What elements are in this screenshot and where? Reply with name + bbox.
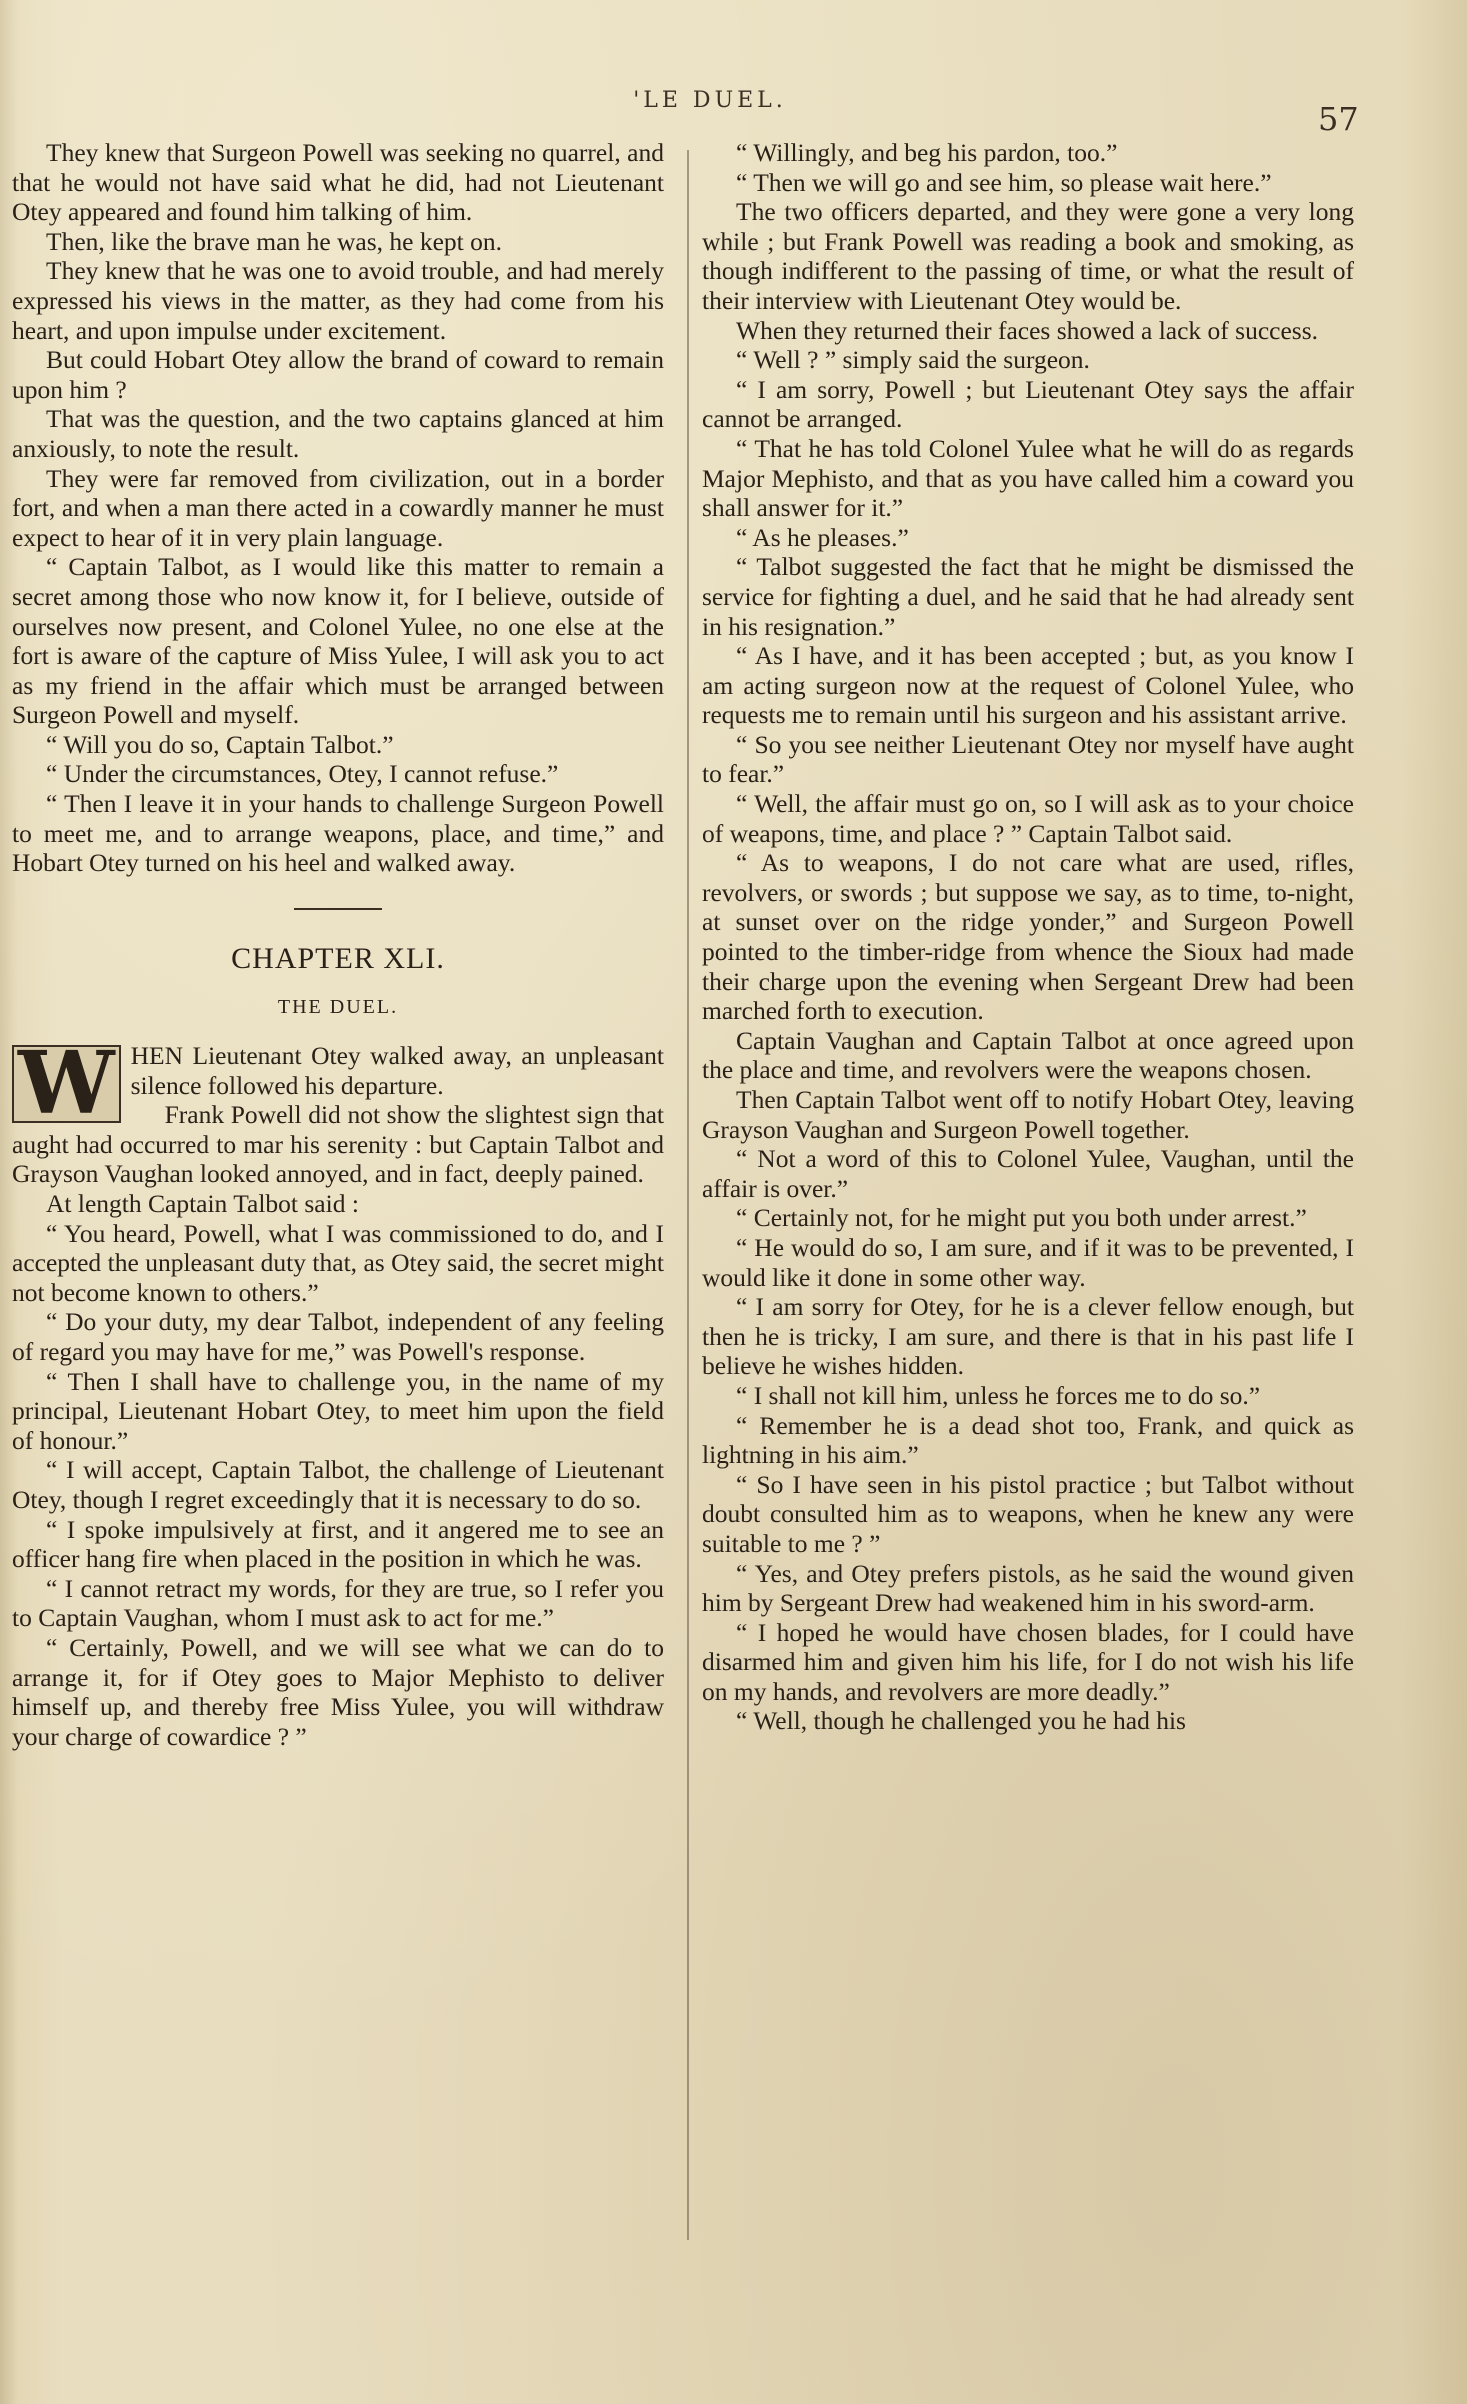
paragraph: “ I am sorry for Otey, for he is a clever fellow enough, but then he is tricky, I am sure, and there is that in his past life I believe he wishes hidden. [702, 1292, 1354, 1381]
opening-paragraph [12, 1033, 664, 1135]
running-title: 'LE DUEL. [633, 88, 787, 113]
paragraph: Then, like the brave man he was, he kept on. [46, 226, 503, 256]
paragraph: “ I spoke impulsively at first, and it angered me to see an officer hang fire when placed in the position in which he was. [12, 1514, 664, 1574]
paragraph: “ I hoped he would have chosen blades, for I could have disarmed him and given him his life, for I do not wish his life on my hands, and revolvers are more deadly.” [702, 1617, 1354, 1706]
paragraph: “ He would do so, I am sure, and if it was to be prevented, I would like it done in some other way. [702, 1232, 1354, 1292]
paragraph: Frank Powell did not show the slightest sign that aught had occurred to mar his serenity : but Captain Talbot and Grayson Vaughan looked annoyed, and in fact, deeply pained. [12, 1100, 664, 1189]
paragraph: “ Remember he is a dead shot too, Frank, and quick as lightning in his aim.” [702, 1410, 1354, 1470]
paragraph: “ I shall not kill him, unless he forces me to do so.” [736, 1380, 1261, 1410]
paragraph: “ Then I leave it in your hands to challenge Surgeon Powell to meet me, and to arrange weapons, place, and time,” and Hobart Otey turned on his heel and walked away. [12, 789, 664, 878]
paragraph: “ I will accept, Captain Talbot, the challenge of Lieutenant Otey, though I regret exceedingly that it is necessary to do so. [12, 1455, 664, 1514]
paragraph: They knew that Surgeon Powell was seeking no quarrel, and that he would not have said what he did, had not Lieutenant Otey appeared and found him talking of him. [12, 138, 664, 227]
right-column [702, 138, 1354, 1736]
page-number: 57 [1318, 100, 1359, 138]
paragraph: The two officers departed, and they were gone a very long while ; but Frank Powell was reading a book and smoking, as though indifferent to the passing of time, or what the result of their interview with Lieutenant Otey would be. [702, 197, 1354, 315]
paragraph: They were far removed from civilization, out in a border fort, and when a man there acted in a cowardly manner he must expect to hear of it in very plain language. [12, 463, 664, 552]
paragraph: “ So you see neither Lieutenant Otey nor myself have aught to fear.” [702, 729, 1354, 789]
paragraph: “ Talbot suggested the fact that he might be dismissed the service for fighting a duel, and he said that he had already sent in his resignation.” [702, 552, 1354, 641]
paragraph: “ Then we will go and see him, so please wait here.” [736, 167, 1272, 197]
paragraph: When they returned their faces showed a lack of success. [736, 315, 1319, 345]
opening-paragraph-text: HEN Lieutenant Otey walked away, an unpleasant silence followed his departure. [130, 1041, 664, 1100]
paragraph: “ Not a word of this to Colonel Yulee, Vaughan, until the affair is over.” [702, 1144, 1354, 1203]
paragraph: “ Willingly, and beg his pardon, too.” [736, 138, 1118, 167]
paragraph: “ Will you do so, Captain Talbot.” [46, 729, 394, 759]
paragraph: That was the question, and the two captains glanced at him anxiously, to note the result. [12, 404, 664, 463]
section-rule [294, 908, 382, 910]
paragraph: “ I cannot retract my words, for they are true, so I refer you to Captain Vaughan, whom I must ask to act for me.” [12, 1573, 664, 1633]
paragraph: They knew that he was one to avoid trouble, and had merely expressed his views in the matter, as they had come from his heart, and upon impulse under excitement. [12, 256, 664, 345]
paragraph: “ Well, though he challenged you he had his [736, 1706, 1186, 1736]
drop-cap-letter: W [12, 1045, 121, 1123]
paragraph: “ You heard, Powell, what I was commissioned to do, and I accepted the unpleasant duty that, as Otey said, the secret might not become known to others.” [12, 1218, 664, 1307]
paragraph: “ Captain Talbot, as I would like this matter to remain a secret among those who now know it, for I believe, outside of ourselves now present, and Colonel Yulee, no one else at the fort is aware of the capture of Miss Yulee, I will ask you to act as my friend in the affair which must be arranged between Surgeon Powell and myself. [12, 552, 664, 730]
paragraph: “ As to weapons, I do not care what are used, rifles, revolvers, or swords ; but suppose we say, as to time, to-night, at sunset over on the ridge yonder,” and Surgeon Powell pointed to the timber-ridge from whence the Sioux had made their charge upon the evening when Sergeant Drew had been marched forth to execution. [702, 848, 1354, 1026]
column-divider [687, 150, 689, 2240]
left-column [12, 138, 664, 1751]
paragraph: “ So I have seen in his pistol practice ; but Talbot without doubt consulted him as to weapons, when he knew any were suitable to me ? ” [702, 1469, 1354, 1558]
paragraph: “ Under the circumstances, Otey, I cannot refuse.” [46, 759, 559, 789]
paragraph: “ Well ? ” simply said the surgeon. [736, 345, 1090, 375]
paragraph: “ Do your duty, my dear Talbot, independent of any feeling of regard you may have for me,” was Powell's response. [12, 1307, 664, 1366]
paragraph: “ That he has told Colonel Yulee what he will do as regards Major Mephisto, and that as you have called him a coward you shall answer for it.” [702, 433, 1354, 523]
paragraph: Captain Vaughan and Captain Talbot at once agreed upon the place and time, and revolvers were the weapons chosen. [702, 1025, 1354, 1085]
paragraph: “ Certainly not, for he might put you both under arrest.” [736, 1203, 1307, 1233]
paragraph: Then Captain Talbot went off to notify Hobart Otey, leaving Grayson Vaughan and Surgeon Powell together. [702, 1085, 1354, 1144]
paragraph: “ As I have, and it has been accepted ; but, as you know I am acting surgeon now at the request of Colonel Yulee, who requests me to remain until his surgeon and his assistant arrive. [702, 641, 1354, 730]
paragraph: “ Then I shall have to challenge you, in the name of my principal, Lieutenant Hobart Otey, to meet him upon the field of honour.” [12, 1366, 664, 1455]
paragraph: “ Certainly, Powell, and we will see what we can do to arrange it, for if Otey goes to Major Mephisto to deliver himself up, and thereby free Miss Yulee, you will withdraw your charge of cowardice ? ” [12, 1632, 664, 1751]
chapter-subtitle: THE DUEL. [277, 996, 399, 1019]
paragraph: “ Yes, and Otey prefers pistols, as he said the wound given him by Sergeant Drew had weakened him in his sword-arm. [702, 1558, 1354, 1618]
paragraph: “ As he pleases.” [736, 522, 909, 552]
paragraph: “ Well, the affair must go on, so I will ask as to your choice of weapons, time, and place ? ” Captain Talbot said. [702, 789, 1354, 848]
paragraph: But could Hobart Otey allow the brand of coward to remain upon him ? [12, 345, 664, 404]
paragraph: “ I am sorry, Powell ; but Lieutenant Otey says the affair cannot be arranged. [702, 374, 1354, 434]
paragraph: At length Captain Talbot said : [46, 1189, 359, 1218]
chapter-heading: CHAPTER XLI. [231, 941, 445, 975]
